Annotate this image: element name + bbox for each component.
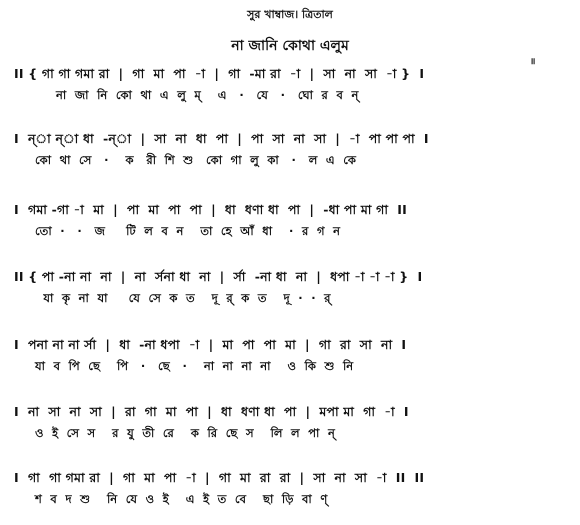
lyrics-line: না জা নি কো থা এ লু ম্ এ · যে · ঘো র ব ন্ — [14, 88, 359, 102]
lyrics-line: তো · · জ টি ল ব ন তা হে আঁ ধা · র গ ন — [14, 224, 341, 238]
lyrics-line: শ ব দ শু নি যে ও ই এ ই ত বে ছা ড়ি বা ণ্ — [14, 492, 328, 506]
swara-notes-line: I না সা না সা | রা গা মা পা | ধা ধণা ধা পা | মপা মা গা -া I — [14, 404, 409, 419]
swara-notes-line: II { পা -না না না | না র্সনা ধা না | র্সা -না ধা না | ধপা -া -া -া } I — [14, 269, 423, 284]
lyrics-line: যা কৃ না যা যে সে ক ত দূ র্ ক ত দূ · · র্ — [14, 291, 331, 305]
swara-notes-line: I গমা -গা -া মা | পা মা পা পা | ধা ধণা ধা পা | -ধা পা মা গা II — [14, 202, 407, 217]
swara-notes-line: I গা গা গমা রা | গা মা পা -া | গা মা রা রা | সা না সা -া II II — [14, 470, 425, 485]
song-title: না জানি কোথা এলুম — [231, 38, 349, 54]
lyrics-line: যা ব পি ছে পি · ছে · না না না না ও কি শু নি — [14, 359, 354, 373]
repeat-mark: ॥ — [530, 57, 536, 67]
raga-tala-heading: সুর খাম্বাজ। ত্রিতাল — [247, 8, 333, 21]
swara-notes-line: I ন্া ন্া ধা -ন্া | সা না ধা পা | পা সা না সা | -া পা পা পা I — [14, 131, 429, 146]
swara-notes-line: I পনা না না র্সা | ধা -না ধপা -া | মা পা পা মা | গা রা সা না I — [14, 337, 407, 352]
swara-notes-line: II { গা গা গমা রা | গা মা পা -া | গা -মা রা -া | সা না সা -া } I — [14, 66, 425, 81]
lyrics-line: কো থা সে · ক রী শি শু কো গা লু কা · ল এ কে — [14, 153, 357, 167]
lyrics-line: ও ই সে স র যু তী রে ক রি ছে স লি ল পা ন্ — [14, 426, 336, 440]
